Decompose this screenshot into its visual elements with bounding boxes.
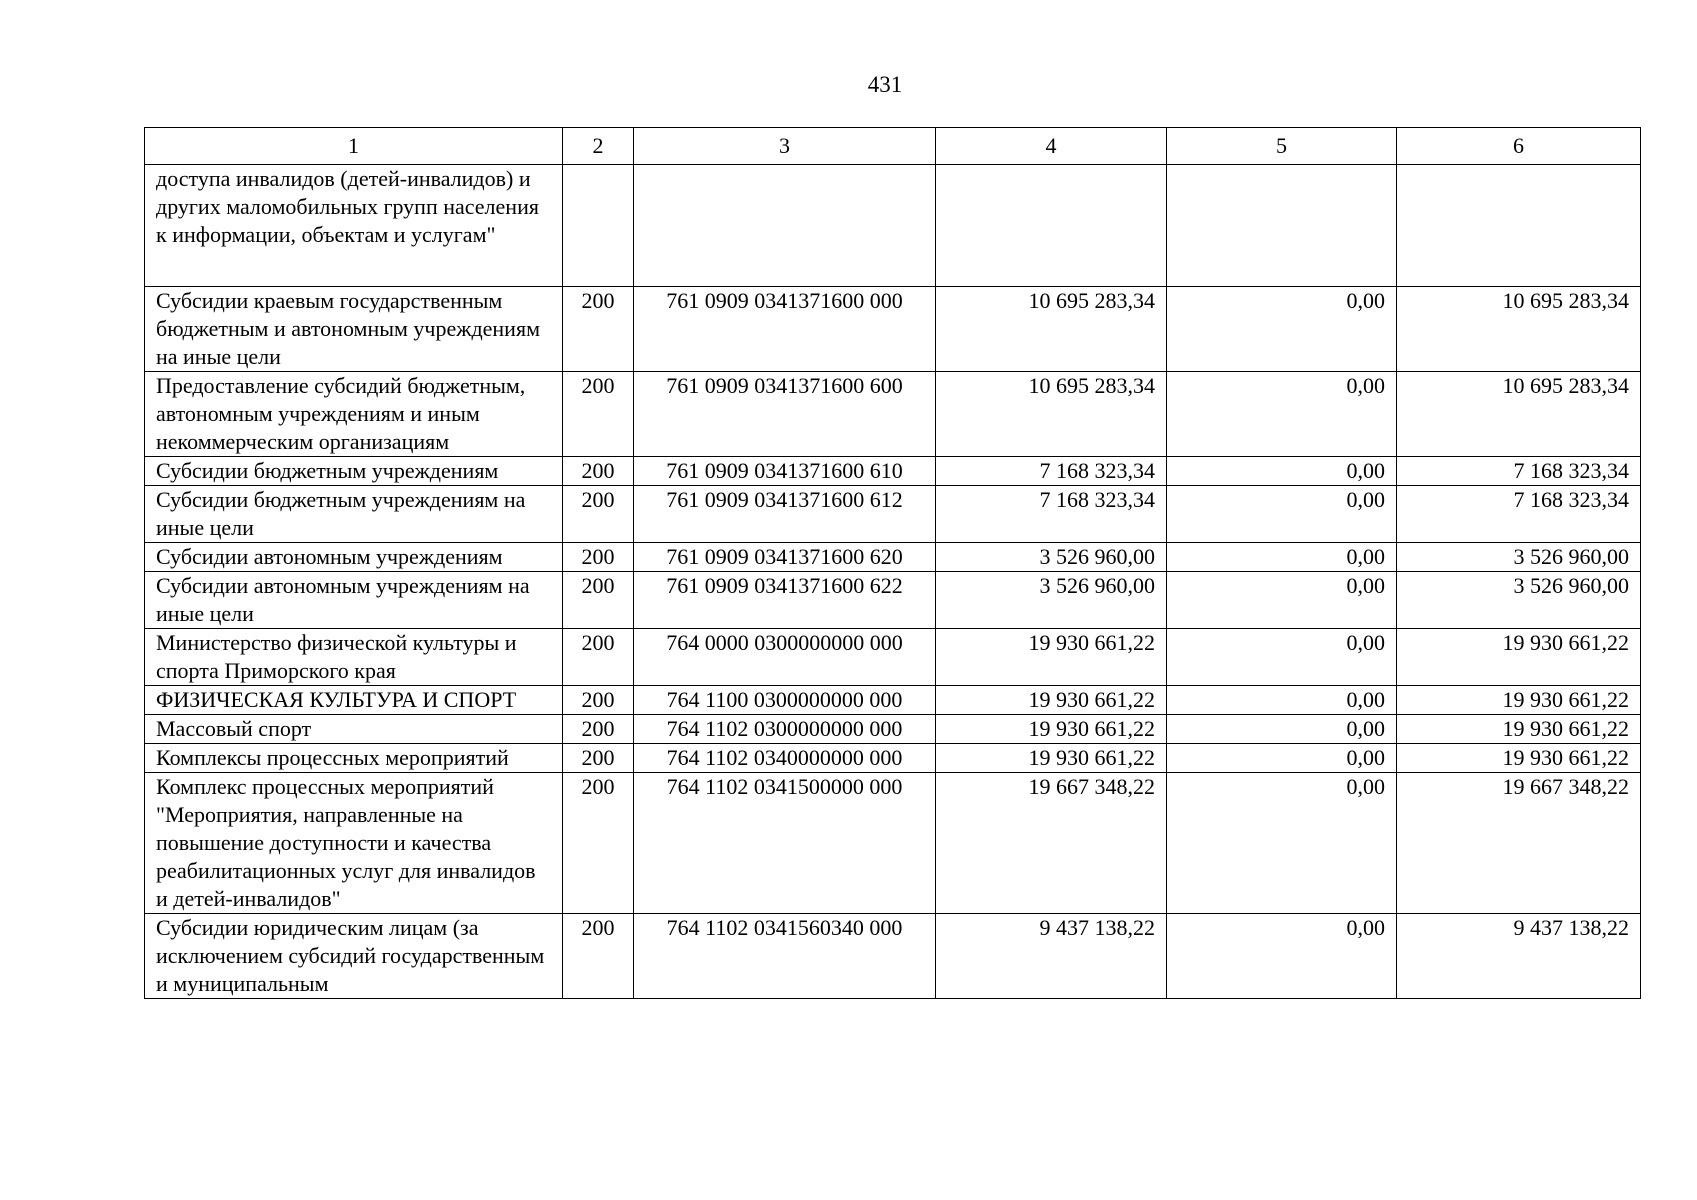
cell-name: ФИЗИЧЕСКАЯ КУЛЬТУРА И СПОРТ xyxy=(145,686,563,715)
cell-code: 200 xyxy=(563,486,634,543)
cell-code: 200 xyxy=(563,457,634,486)
cell-amount-4: 10 695 283,34 xyxy=(936,287,1167,372)
table-row xyxy=(145,773,1641,914)
cell-amount-6: 3 526 960,00 xyxy=(1397,543,1641,572)
cell-amount-6: 3 526 960,00 xyxy=(1397,572,1641,629)
budget-table xyxy=(144,127,1641,999)
table-row xyxy=(145,744,1641,773)
cell-amount-5: 0,00 xyxy=(1167,914,1397,999)
cell-amount-6: 10 695 283,34 xyxy=(1397,287,1641,372)
cell-amount-4: 9 437 138,22 xyxy=(936,914,1167,999)
page-number: 431 xyxy=(867,72,903,97)
cell-amount-5: 0,00 xyxy=(1167,543,1397,572)
table-header-row xyxy=(145,128,1641,165)
cell-name: доступа инвалидов (детей-инвалидов) и других маломобильных групп населения к информации, объектам и услугам" xyxy=(145,165,563,287)
cell-kbk: 761 0909 0341371600 600 xyxy=(634,372,936,457)
cell-amount-6: 7 168 323,34 xyxy=(1397,457,1641,486)
column-header-5: 5 xyxy=(1167,128,1397,165)
cell-amount-4: 10 695 283,34 xyxy=(936,372,1167,457)
cell-code xyxy=(563,165,634,287)
cell-kbk: 761 0909 0341371600 620 xyxy=(634,543,936,572)
table-row xyxy=(145,629,1641,686)
cell-amount-4: 7 168 323,34 xyxy=(936,457,1167,486)
cell-code: 200 xyxy=(563,715,634,744)
cell-code: 200 xyxy=(563,629,634,686)
cell-amount-5: 0,00 xyxy=(1167,287,1397,372)
cell-amount-5: 0,00 xyxy=(1167,773,1397,914)
cell-amount-4: 3 526 960,00 xyxy=(936,543,1167,572)
table-row xyxy=(145,486,1641,543)
table-row xyxy=(145,287,1641,372)
column-header-2: 2 xyxy=(563,128,634,165)
cell-kbk: 764 0000 0300000000 000 xyxy=(634,629,936,686)
cell-amount-5: 0,00 xyxy=(1167,629,1397,686)
cell-amount-5: 0,00 xyxy=(1167,686,1397,715)
cell-amount-6: 19 930 661,22 xyxy=(1397,629,1641,686)
cell-name: Комплекс процессных мероприятий "Мероприятия, направленные на повышение доступности и качества реабилитационных услуг для инвалидов и детей-инвалидов" xyxy=(145,773,563,914)
cell-name: Субсидии бюджетным учреждениям xyxy=(145,457,563,486)
table-row xyxy=(145,543,1641,572)
cell-kbk xyxy=(634,165,936,287)
table-row xyxy=(145,715,1641,744)
cell-name: Субсидии автономным учреждениям xyxy=(145,543,563,572)
cell-code: 200 xyxy=(563,543,634,572)
table-body xyxy=(145,165,1641,999)
cell-code: 200 xyxy=(563,686,634,715)
cell-amount-4: 3 526 960,00 xyxy=(936,572,1167,629)
cell-amount-6: 19 930 661,22 xyxy=(1397,744,1641,773)
cell-amount-6: 19 930 661,22 xyxy=(1397,715,1641,744)
cell-amount-6: 7 168 323,34 xyxy=(1397,486,1641,543)
cell-amount-4: 7 168 323,34 xyxy=(936,486,1167,543)
cell-amount-5: 0,00 xyxy=(1167,572,1397,629)
cell-kbk: 761 0909 0341371600 000 xyxy=(634,287,936,372)
cell-amount-4: 19 930 661,22 xyxy=(936,629,1167,686)
cell-kbk: 764 1100 0300000000 000 xyxy=(634,686,936,715)
table-row xyxy=(145,686,1641,715)
column-header-4: 4 xyxy=(936,128,1167,165)
cell-code: 200 xyxy=(563,744,634,773)
cell-name: Комплексы процессных мероприятий xyxy=(145,744,563,773)
cell-amount-4: 19 930 661,22 xyxy=(936,744,1167,773)
cell-amount-6: 19 930 661,22 xyxy=(1397,686,1641,715)
cell-kbk: 764 1102 0300000000 000 xyxy=(634,715,936,744)
cell-amount-5: 0,00 xyxy=(1167,715,1397,744)
cell-name: Массовый спорт xyxy=(145,715,563,744)
cell-amount-5: 0,00 xyxy=(1167,457,1397,486)
cell-name: Министерство физической культуры и спорта Приморского края xyxy=(145,629,563,686)
cell-name: Субсидии автономным учреждениям на иные цели xyxy=(145,572,563,629)
cell-amount-5 xyxy=(1167,165,1397,287)
cell-kbk: 761 0909 0341371600 622 xyxy=(634,572,936,629)
table-row xyxy=(145,914,1641,999)
table-row xyxy=(145,165,1641,287)
column-header-1: 1 xyxy=(145,128,563,165)
cell-amount-4 xyxy=(936,165,1167,287)
cell-amount-6: 9 437 138,22 xyxy=(1397,914,1641,999)
cell-kbk: 764 1102 0340000000 000 xyxy=(634,744,936,773)
cell-name: Субсидии бюджетным учреждениям на иные цели xyxy=(145,486,563,543)
cell-amount-5: 0,00 xyxy=(1167,744,1397,773)
column-header-6: 6 xyxy=(1397,128,1641,165)
cell-code: 200 xyxy=(563,914,634,999)
cell-kbk: 761 0909 0341371600 612 xyxy=(634,486,936,543)
cell-amount-6: 19 667 348,22 xyxy=(1397,773,1641,914)
cell-amount-4: 19 667 348,22 xyxy=(936,773,1167,914)
cell-amount-6 xyxy=(1397,165,1641,287)
cell-amount-5: 0,00 xyxy=(1167,486,1397,543)
cell-name: Субсидии краевым государственным бюджетным и автономным учреждениям на иные цели xyxy=(145,287,563,372)
cell-kbk: 761 0909 0341371600 610 xyxy=(634,457,936,486)
cell-code: 200 xyxy=(563,372,634,457)
cell-amount-5: 0,00 xyxy=(1167,372,1397,457)
cell-code: 200 xyxy=(563,572,634,629)
cell-code: 200 xyxy=(563,287,634,372)
cell-kbk: 764 1102 0341560340 000 xyxy=(634,914,936,999)
cell-code: 200 xyxy=(563,773,634,914)
cell-amount-4: 19 930 661,22 xyxy=(936,715,1167,744)
cell-kbk: 764 1102 0341500000 000 xyxy=(634,773,936,914)
cell-name: Предоставление субсидий бюджетным, автономным учреждениям и иным некоммерческим организациям xyxy=(145,372,563,457)
cell-amount-4: 19 930 661,22 xyxy=(936,686,1167,715)
cell-name: Субсидии юридическим лицам (за исключением субсидий государственным и муниципальным xyxy=(145,914,563,999)
table-row xyxy=(145,457,1641,486)
table-row xyxy=(145,372,1641,457)
cell-amount-6: 10 695 283,34 xyxy=(1397,372,1641,457)
column-header-3: 3 xyxy=(634,128,936,165)
table-row xyxy=(145,572,1641,629)
